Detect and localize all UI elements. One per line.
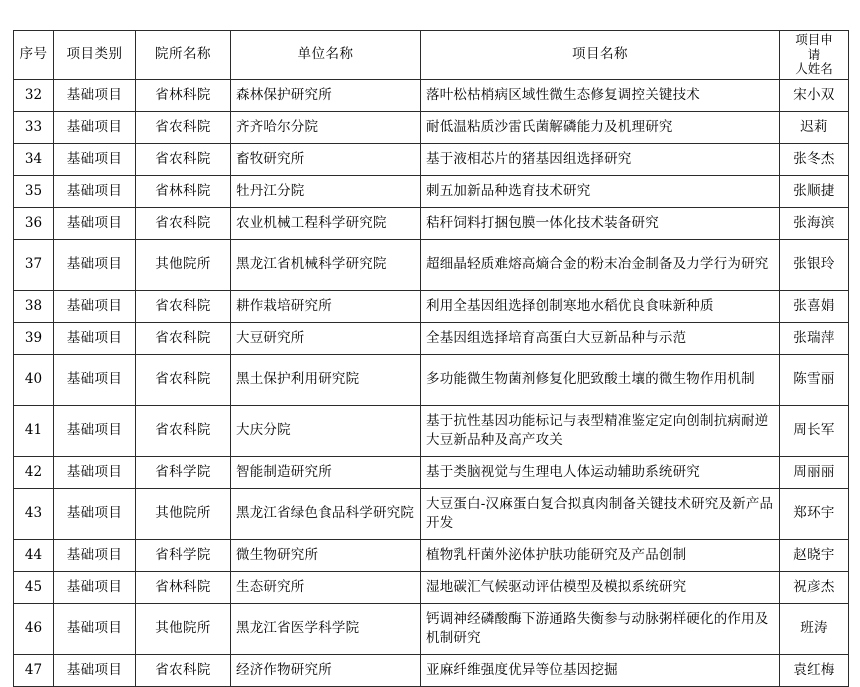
applicant-header-line-2: 请 xyxy=(807,46,821,62)
cell-institute: 其他院所 xyxy=(136,489,231,540)
cell-applicant: 祝彦杰 xyxy=(780,572,849,604)
cell-project: 大豆蛋白-汉麻蛋白复合拟真肉制备关键技术研究及新产品开发 xyxy=(421,489,780,540)
table-row xyxy=(14,240,849,291)
cell-institute: 省农科院 xyxy=(136,406,231,457)
cell-unit: 黑龙江省绿色食品科学研究院 xyxy=(231,489,421,540)
cell-category: 基础项目 xyxy=(54,144,136,176)
table-row xyxy=(14,176,849,208)
cell-category: 基础项目 xyxy=(54,406,136,457)
cell-seq: 47 xyxy=(14,655,54,687)
cell-category: 基础项目 xyxy=(54,572,136,604)
cell-category: 基础项目 xyxy=(54,540,136,572)
cell-institute: 省林科院 xyxy=(136,176,231,208)
cell-applicant: 班涛 xyxy=(780,604,849,655)
cell-unit: 森林保护研究所 xyxy=(231,80,421,112)
cell-category: 基础项目 xyxy=(54,176,136,208)
cell-project: 基于抗性基因功能标记与表型精准鉴定定向创制抗病耐逆大豆新品种及高产攻关 xyxy=(421,406,780,457)
column-header-project: 项目名称 xyxy=(421,31,780,80)
cell-applicant: 周长军 xyxy=(780,406,849,457)
cell-applicant: 张喜娟 xyxy=(780,291,849,323)
cell-project: 全基因组选择培育高蛋白大豆新品种与示范 xyxy=(421,323,780,355)
table-row xyxy=(14,323,849,355)
cell-project: 湿地碳汇气候驱动评估模型及模拟系统研究 xyxy=(421,572,780,604)
cell-applicant: 袁红梅 xyxy=(780,655,849,687)
cell-institute: 省科学院 xyxy=(136,540,231,572)
table-row xyxy=(14,291,849,323)
table-header xyxy=(14,31,849,80)
cell-applicant: 张瑞萍 xyxy=(780,323,849,355)
cell-applicant: 张海滨 xyxy=(780,208,849,240)
cell-applicant: 赵晓宇 xyxy=(780,540,849,572)
cell-project: 刺五加新品种选育技术研究 xyxy=(421,176,780,208)
grant-project-table xyxy=(13,30,849,687)
cell-unit: 牡丹江分院 xyxy=(231,176,421,208)
cell-category: 基础项目 xyxy=(54,604,136,655)
cell-unit: 经济作物研究所 xyxy=(231,655,421,687)
cell-institute: 省农科院 xyxy=(136,291,231,323)
table-row xyxy=(14,112,849,144)
cell-category: 基础项目 xyxy=(54,208,136,240)
cell-unit: 畜牧研究所 xyxy=(231,144,421,176)
cell-institute: 其他院所 xyxy=(136,240,231,291)
table-row xyxy=(14,208,849,240)
cell-unit: 智能制造研究所 xyxy=(231,457,421,489)
cell-institute: 省农科院 xyxy=(136,112,231,144)
cell-applicant: 张银玲 xyxy=(780,240,849,291)
applicant-header-line-3: 人姓名 xyxy=(795,61,833,77)
cell-applicant: 迟莉 xyxy=(780,112,849,144)
cell-seq: 32 xyxy=(14,80,54,112)
cell-institute: 省农科院 xyxy=(136,655,231,687)
cell-applicant: 陈雪丽 xyxy=(780,355,849,406)
table-row xyxy=(14,655,849,687)
cell-project: 落叶松枯梢病区域性微生态修复调控关键技术 xyxy=(421,80,780,112)
cell-category: 基础项目 xyxy=(54,240,136,291)
cell-unit: 生态研究所 xyxy=(231,572,421,604)
cell-applicant: 郑环宇 xyxy=(780,489,849,540)
table-row xyxy=(14,604,849,655)
cell-project: 基于液相芯片的猪基因组选择研究 xyxy=(421,144,780,176)
cell-category: 基础项目 xyxy=(54,323,136,355)
cell-seq: 43 xyxy=(14,489,54,540)
cell-project: 利用全基因组选择创制寒地水稻优良食味新种质 xyxy=(421,291,780,323)
cell-unit: 黑龙江省医学科学院 xyxy=(231,604,421,655)
table-row xyxy=(14,406,849,457)
cell-seq: 42 xyxy=(14,457,54,489)
cell-seq: 37 xyxy=(14,240,54,291)
cell-unit: 农业机械工程科学研究院 xyxy=(231,208,421,240)
cell-project: 耐低温粘质沙雷氏菌解磷能力及机理研究 xyxy=(421,112,780,144)
cell-seq: 45 xyxy=(14,572,54,604)
column-header-applicant xyxy=(780,31,849,80)
cell-applicant: 宋小双 xyxy=(780,80,849,112)
table-header-row xyxy=(14,31,849,80)
table-row xyxy=(14,572,849,604)
cell-category: 基础项目 xyxy=(54,112,136,144)
cell-category: 基础项目 xyxy=(54,655,136,687)
cell-institute: 省农科院 xyxy=(136,323,231,355)
applicant-header-line-1: 项目申 xyxy=(795,32,833,48)
cell-applicant: 张冬杰 xyxy=(780,144,849,176)
table-row xyxy=(14,355,849,406)
cell-seq: 44 xyxy=(14,540,54,572)
cell-unit: 齐齐哈尔分院 xyxy=(231,112,421,144)
table-row xyxy=(14,80,849,112)
cell-category: 基础项目 xyxy=(54,489,136,540)
cell-project: 亚麻纤维强度优异等位基因挖掘 xyxy=(421,655,780,687)
cell-seq: 35 xyxy=(14,176,54,208)
column-header-category: 项目类别 xyxy=(54,31,136,80)
cell-project: 植物乳杆菌外泌体护肤功能研究及产品创制 xyxy=(421,540,780,572)
cell-unit: 黑龙江省机械科学研究院 xyxy=(231,240,421,291)
cell-category: 基础项目 xyxy=(54,457,136,489)
cell-seq: 41 xyxy=(14,406,54,457)
cell-project: 基于类脑视觉与生理电人体运动辅助系统研究 xyxy=(421,457,780,489)
cell-seq: 40 xyxy=(14,355,54,406)
column-header-seq: 序号 xyxy=(14,31,54,80)
cell-institute: 省农科院 xyxy=(136,208,231,240)
cell-project: 秸秆饲料打捆包膜一体化技术装备研究 xyxy=(421,208,780,240)
cell-institute: 省林科院 xyxy=(136,572,231,604)
cell-unit: 耕作栽培研究所 xyxy=(231,291,421,323)
table-row xyxy=(14,457,849,489)
cell-project: 钙调神经磷酸酶下游通路失衡参与动脉粥样硬化的作用及机制研究 xyxy=(421,604,780,655)
table-row xyxy=(14,540,849,572)
cell-unit: 黑土保护利用研究院 xyxy=(231,355,421,406)
cell-institute: 其他院所 xyxy=(136,604,231,655)
cell-seq: 38 xyxy=(14,291,54,323)
cell-category: 基础项目 xyxy=(54,80,136,112)
column-header-unit: 单位名称 xyxy=(231,31,421,80)
cell-project: 超细晶轻质难熔高熵合金的粉末冶金制备及力学行为研究 xyxy=(421,240,780,291)
cell-unit: 微生物研究所 xyxy=(231,540,421,572)
cell-institute: 省农科院 xyxy=(136,144,231,176)
cell-unit: 大庆分院 xyxy=(231,406,421,457)
cell-seq: 46 xyxy=(14,604,54,655)
cell-institute: 省农科院 xyxy=(136,355,231,406)
grant-table-container xyxy=(13,30,848,687)
cell-project: 多功能微生物菌剂修复化肥致酸土壤的微生物作用机制 xyxy=(421,355,780,406)
cell-institute: 省林科院 xyxy=(136,80,231,112)
cell-seq: 36 xyxy=(14,208,54,240)
cell-seq: 33 xyxy=(14,112,54,144)
cell-applicant: 张顺捷 xyxy=(780,176,849,208)
cell-institute: 省科学院 xyxy=(136,457,231,489)
cell-unit: 大豆研究所 xyxy=(231,323,421,355)
column-header-institute: 院所名称 xyxy=(136,31,231,80)
cell-seq: 39 xyxy=(14,323,54,355)
table-row xyxy=(14,144,849,176)
table-body xyxy=(14,80,849,687)
cell-category: 基础项目 xyxy=(54,355,136,406)
cell-category: 基础项目 xyxy=(54,291,136,323)
table-row xyxy=(14,489,849,540)
cell-applicant: 周丽丽 xyxy=(780,457,849,489)
cell-seq: 34 xyxy=(14,144,54,176)
